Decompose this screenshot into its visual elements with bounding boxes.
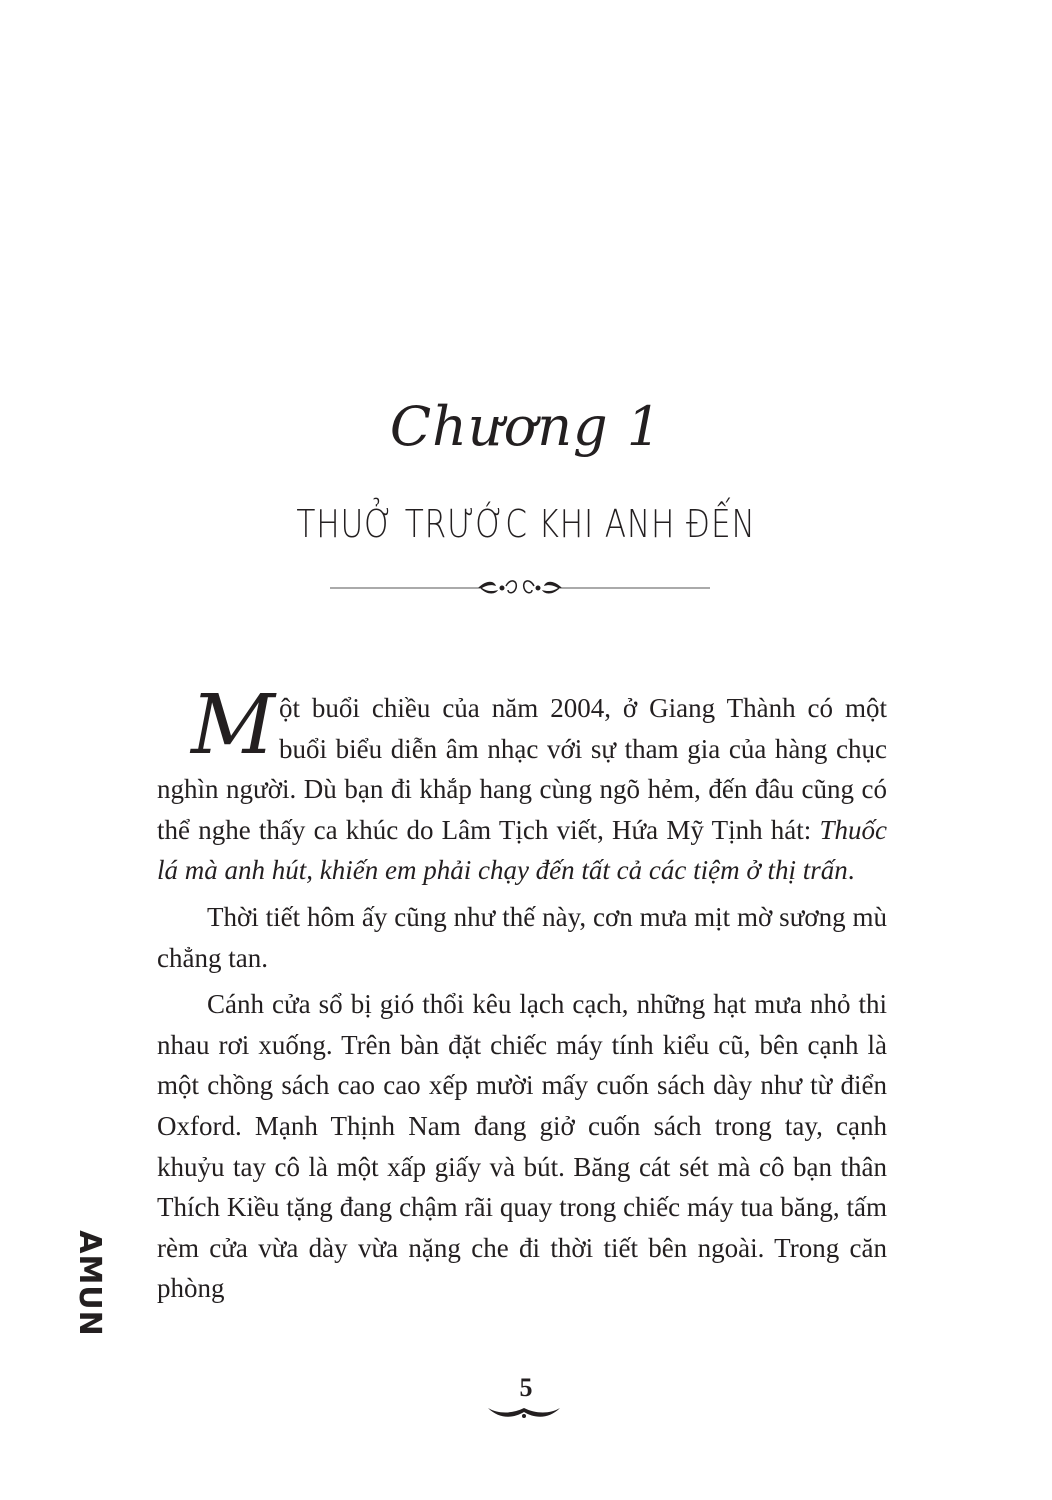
paragraph-2: Thời tiết hôm ấy cũng như thế này, cơn mưa mịt mờ sương mù chẳng tan. xyxy=(157,901,887,973)
paragraph-3: Cánh cửa sổ bị gió thổi kêu lạch cạch, những hạt mưa nhỏ thi nhau rơi xuống. Trên bàn đặt chiếc máy tính kiểu cũ, bên cạnh là một chồng sách cao cao xếp mười mấy cuốn sách dày như từ điển Oxford. Mạnh Thịnh Nam đang giở cuốn sách trong tay, cạnh khuỷu tay cô là một xấp giấy và bút. Băng cát sét mà cô bạn thân Thích Kiều tặng đang chậm rãi quay trong chiếc máy tua băng, tấm rèm cửa vừa dày vừa nặng che đi thời tiết bên ngoài. Trong căn phòng xyxy=(157,989,887,1304)
flourish-right-icon xyxy=(524,581,562,594)
body-text xyxy=(157,678,887,1315)
paragraph-1 xyxy=(157,678,887,891)
publisher-logo-text: AMUN xyxy=(71,1230,107,1337)
page-number-ornament-icon xyxy=(486,1404,562,1426)
paragraph-1-end: . xyxy=(847,855,855,886)
paragraph-1-text: ột buổi chiều của năm 2004, ở Giang Thành có một buổi biểu diễn âm nhạc với sự tham gia của hàng chục nghìn người. Dù bạn đi khắp hang cùng ngõ hẻm, đến đâu cũng có thể nghe thấy ca khúc do Lâm Tịch viết, Hứa Mỹ Tịnh hát: xyxy=(157,693,887,845)
chapter-title: Chương 1 xyxy=(389,395,663,458)
publisher-logo xyxy=(58,1230,108,1337)
page-number: 5 xyxy=(519,1373,533,1402)
drop-cap: M xyxy=(191,678,275,773)
song-lyric-italic: Thuốc lá mà anh hút, khiến em phải chạy đến tất cả các tiệm ở thị trấn xyxy=(157,814,887,886)
chapter-subtitle: THUỞ TRƯỚC KHI ANH ĐẾN xyxy=(296,502,756,546)
flourish-left-icon xyxy=(478,581,516,594)
chapter-divider-ornament xyxy=(330,572,710,608)
